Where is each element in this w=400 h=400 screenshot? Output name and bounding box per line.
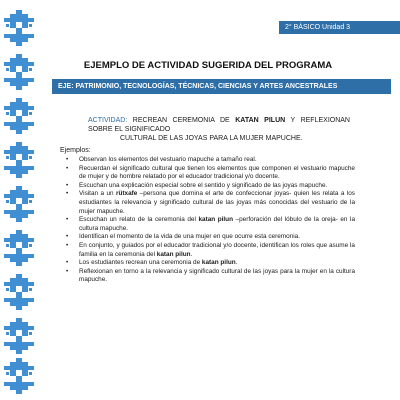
list-item [60, 156, 355, 165]
examples-label: Ejemplos: [60, 147, 91, 154]
bullet-dot-icon: • [66, 216, 69, 224]
item-text-bold: katan pilun [201, 259, 236, 267]
list-item [60, 268, 355, 285]
activity-statement [88, 116, 350, 143]
bullet-dot-icon: • [66, 267, 69, 275]
item-text-bold: katan pilun [156, 250, 191, 258]
item-text-a: Reflexionan en torno a la relevancia y significado cultural de las joyas para la mujer en la cultura mapuche. [79, 267, 355, 284]
eje-bar: EJE: PATRIMONIO, TECNOLOGÍAS, TÉCNICAS, CIENCIAS Y ARTES ANCESTRALES [52, 79, 391, 94]
activity-line2: CULTURAL DE LAS JOYAS PARA LA MUJER MAPUCHE. [120, 135, 303, 142]
item-text-c: –persona que domina el arte de confeccionar joyas- quien les relata a los estudiantes la relevancia y significado cultural de las joyas más conocidas del vestuario de la mujer mapuche. [79, 190, 356, 215]
item-text-a: Recuerdan el significado cultural que tienen los elementos que componen el vestuario mapuche de mujer y de hombre relatado por el educador tradicional y/o docente. [79, 164, 355, 181]
bullet-dot-icon: • [66, 233, 69, 241]
examples-list [60, 156, 355, 285]
item-text-a: Identifican el momento de la vida de una mujer en que ocurre esta ceremonia. [79, 233, 300, 241]
bullet-dot-icon: • [66, 156, 69, 163]
item-text-c: –perforación del lóbulo de la oreja- en la cultura mapuche. [79, 216, 355, 232]
item-text-a: En conjunto, y guiados por el educador tradicional y/o docente, identifican los roles que asume la familia en la ceremonia del [79, 241, 355, 258]
bullet-dot-icon: • [66, 241, 69, 249]
mapuche-pattern-border-icon [2, 10, 36, 395]
activity-text-b: Y REFLEXIONAN SOBRE EL SIGNIFICADO [88, 117, 350, 133]
list-item [60, 190, 355, 216]
list-item [60, 233, 355, 242]
page-title: EJEMPLO DE ACTIVIDAD SUGERIDA DEL PROGRAMA [83, 60, 333, 71]
activity-text-a: RECREAN CEREMONIA DE [127, 117, 236, 124]
list-item [60, 216, 355, 233]
list-item [60, 242, 355, 259]
bullet-dot-icon: • [66, 181, 69, 189]
item-text-c: . [190, 250, 193, 258]
item-text-a: Escuchan una explicación especial sobre el sentido y significado de las joyas mapuche. [79, 181, 328, 189]
activity-bold: KATAN PILUN [235, 117, 286, 124]
item-text-bold: rütxafe [116, 190, 138, 198]
list-item [60, 165, 355, 182]
item-text-a: Observan los elementos del vestuario mapuche a tamaño real. [79, 156, 257, 163]
list-item [60, 259, 355, 268]
item-text-bold: katan pilun [198, 216, 233, 224]
activity-label: ACTIVIDAD: [88, 117, 128, 124]
bullet-dot-icon: • [66, 190, 69, 198]
item-text-c: . [235, 259, 238, 267]
bullet-dot-icon: • [66, 164, 69, 172]
list-item [60, 182, 355, 191]
item-text-a: Los estudiantes recrean una ceremonia de [79, 259, 202, 267]
grade-unit-badge: 2° BÁSICO Unidad 3 [279, 21, 400, 34]
bullet-dot-icon: • [66, 259, 69, 267]
item-text-a: Visitan a un [79, 190, 117, 198]
item-text-a: Escuchan un relato de la ceremonia del [79, 216, 199, 224]
